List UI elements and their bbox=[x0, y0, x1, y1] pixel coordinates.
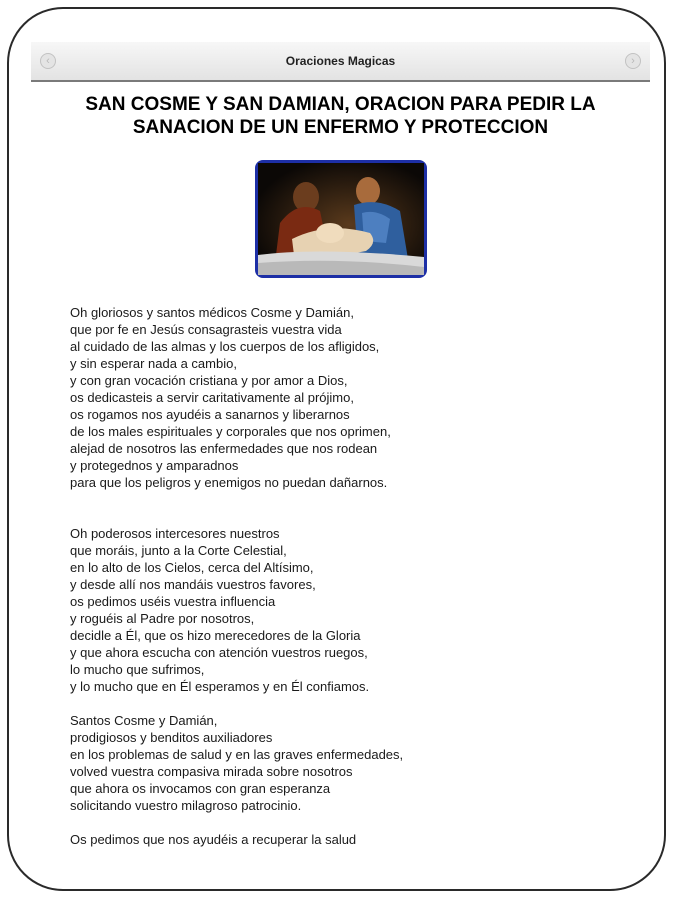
prayer-line: lo mucho que sufrimos, bbox=[70, 662, 205, 677]
prayer-line: que por fe en Jesús consagrasteis vuestra vida bbox=[70, 322, 342, 337]
prayer-line: alejad de nosotros las enfermedades que nos rodean bbox=[70, 441, 378, 456]
prayer-line: Oh gloriosos y santos médicos Cosme y Damián, bbox=[70, 305, 354, 320]
prayer-line: en lo alto de los Cielos, cerca del Altísimo, bbox=[70, 560, 314, 575]
saints-painting-image bbox=[255, 160, 427, 278]
stanza-1 bbox=[70, 304, 650, 491]
prayer-text bbox=[70, 304, 650, 848]
forward-button[interactable] bbox=[625, 53, 641, 69]
prayer-line: Santos Cosme y Damián, bbox=[70, 713, 218, 728]
article-content[interactable] bbox=[31, 84, 650, 847]
stanza-2 bbox=[70, 525, 650, 695]
title-bar bbox=[31, 42, 650, 82]
forward-icon: › bbox=[631, 55, 635, 67]
prayer-line: y roguéis al Padre por nosotros, bbox=[70, 611, 255, 626]
prayer-line: y que ahora escucha con atención vuestros ruegos, bbox=[70, 645, 368, 660]
device-frame bbox=[7, 7, 666, 891]
prayer-line: y lo mucho que en Él esperamos y en Él confiamos. bbox=[70, 679, 370, 694]
prayer-line: de los males espirituales y corporales que nos oprimen, bbox=[70, 424, 391, 439]
prayer-line: y protegednos y amparadnos bbox=[70, 458, 239, 473]
prayer-line: y desde allí nos mandáis vuestros favores, bbox=[70, 577, 316, 592]
prayer-line: prodigiosos y benditos auxiliadores bbox=[70, 730, 273, 745]
prayer-line: decidle a Él, que os hizo merecedores de la Gloria bbox=[70, 628, 361, 643]
prayer-line: al cuidado de las almas y los cuerpos de los afligidos, bbox=[70, 339, 380, 354]
stanza-3 bbox=[70, 712, 650, 814]
prayer-line: os dedicasteis a servir caritativamente al prójimo, bbox=[70, 390, 354, 405]
prayer-line: que ahora os invocamos con gran esperanza bbox=[70, 781, 331, 796]
prayer-line: os pedimos uséis vuestra influencia bbox=[70, 594, 276, 609]
prayer-line: en los problemas de salud y en las graves enfermedades, bbox=[70, 747, 404, 762]
prayer-line: y con gran vocación cristiana y por amor a Dios, bbox=[70, 373, 348, 388]
prayer-line: que moráis, junto a la Corte Celestial, bbox=[70, 543, 287, 558]
prayer-line: volved vuestra compasiva mirada sobre nosotros bbox=[70, 764, 353, 779]
prayer-line: para que los peligros y enemigos no puedan dañarnos. bbox=[70, 475, 388, 490]
back-icon: ‹ bbox=[46, 55, 50, 67]
prayer-line: Os pedimos que nos ayudéis a recuperar la salud bbox=[70, 832, 357, 847]
article-heading: SAN COSME Y SAN DAMIAN, ORACION PARA PEDIR LA SANACION DE UN ENFERMO Y PROTECCION bbox=[85, 94, 596, 138]
stanza-4 bbox=[70, 831, 650, 848]
prayer-line: solicitando vuestro milagroso patrocinio. bbox=[70, 798, 302, 813]
prayer-line: os rogamos nos ayudéis a sanarnos y liberarnos bbox=[70, 407, 350, 422]
painting-illustration bbox=[258, 163, 424, 275]
app-title: Oraciones Magicas bbox=[285, 54, 396, 68]
prayer-line: y sin esperar nada a cambio, bbox=[70, 356, 237, 371]
prayer-line: Oh poderosos intercesores nuestros bbox=[70, 526, 280, 541]
